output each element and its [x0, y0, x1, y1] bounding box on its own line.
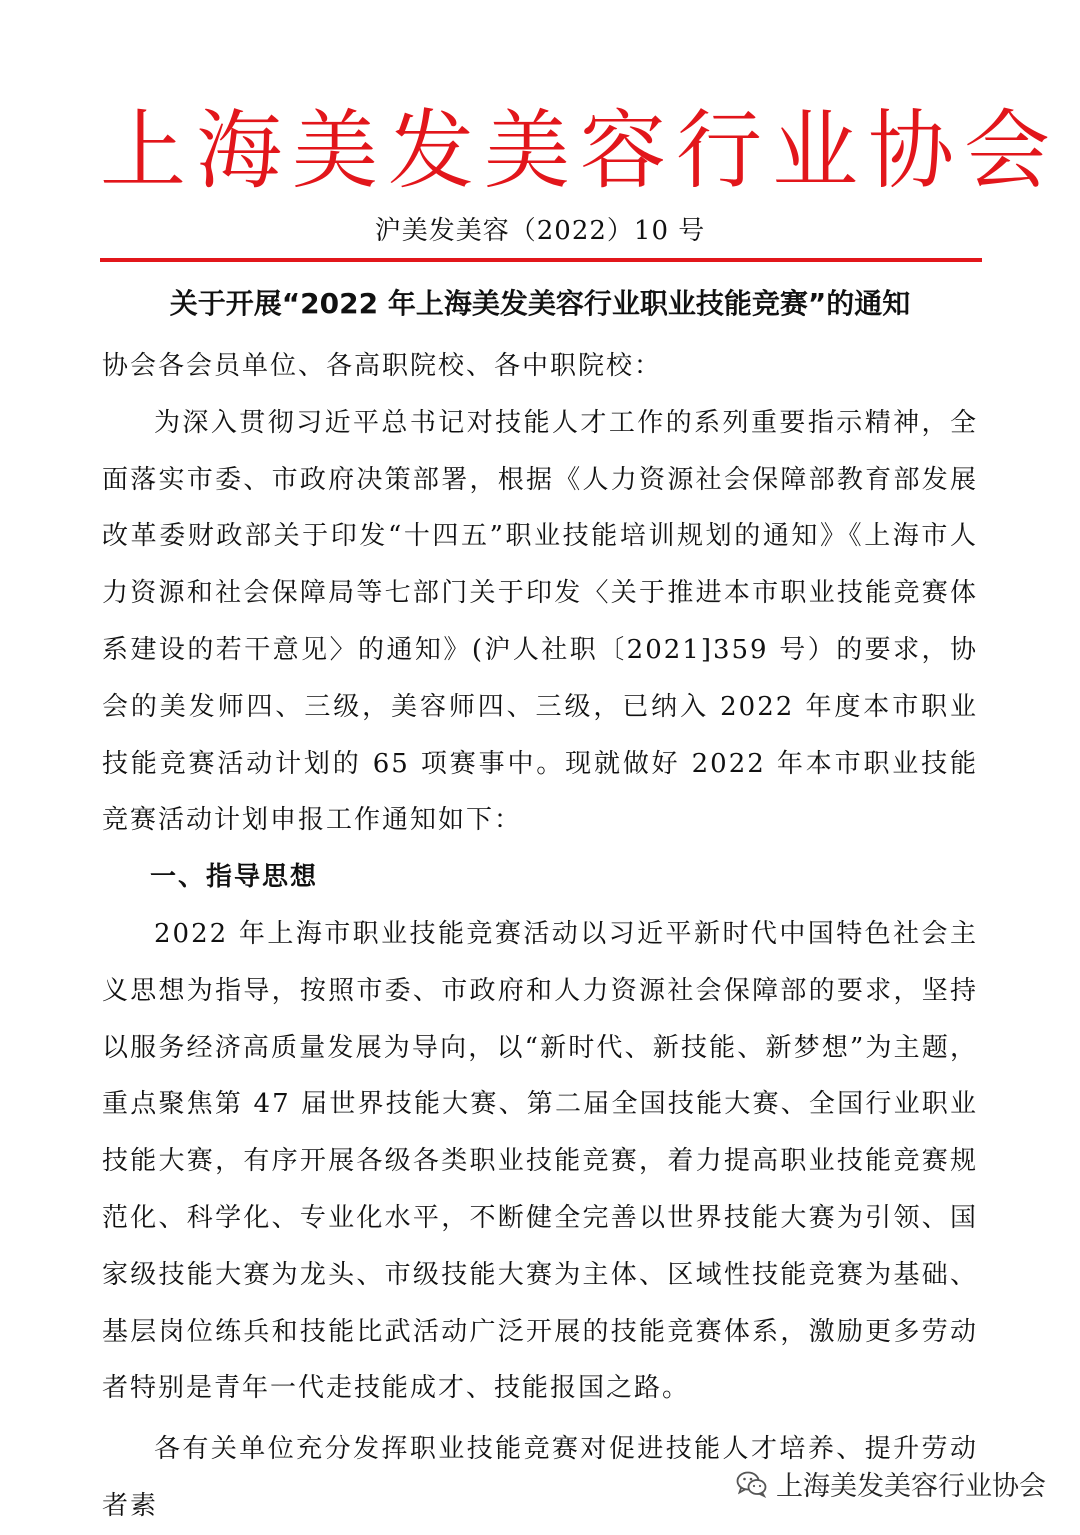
wechat-source-footer	[736, 1464, 1046, 1503]
header-divider	[100, 258, 982, 262]
wechat-icon	[736, 1470, 768, 1498]
doc-number: 沪美发美容（2022）10 号	[374, 216, 706, 246]
section-heading-guiding-thought: 一、指导思想	[150, 862, 319, 893]
notice-body	[102, 338, 978, 1535]
org-title: 上海美发美容行业协会	[100, 101, 1060, 201]
paragraph-continued: 各有关单位充分发挥职业技能竞赛对促进技能人才培养、提升劳动者素	[102, 1434, 978, 1521]
paragraph-intro: 为深入贯彻习近平总书记对技能人才工作的系列重要指示精神，全面落实市委、市政府决策部署，根据《人力资源社会保障部教育部发展改革委财政部关于印发“十四五”职业技能培训规划的通知》《上海市人力资源和社会保障局等七部门关于印发〈关于推进本市职业技能竞赛体系建设的若干意见〉的通知》(沪人社职〔2021]359 号）的要求，协会的美发师四、三级，美容师四、三级，已纳入 2022 年度本市职业技能竞赛活动计划的 65 项赛事中。现就做好 2022 年本市职业技能竞赛活动计划申报工作通知如下：	[102, 407, 978, 836]
salutation: 协会各会员单位、各高职院校、各中职院校：	[102, 351, 663, 381]
wechat-account-name: 上海美发美容行业协会	[776, 1471, 1046, 1502]
notice-title: 关于开展“2022 年上海美发美容行业职业技能竞赛”的通知	[169, 287, 911, 320]
paragraph-guiding-thought: 2022 年上海市职业技能竞赛活动以习近平新时代中国特色社会主义思想为指导，按照市委、市政府和人力资源社会保障部的要求，坚持以服务经济高质量发展为导向，以“新时代、新技能、新梦想”为主题，重点聚焦第 47 届世界技能大赛、第二届全国技能大赛、全国行业职业技能大赛，有序开展各级各类职业技能竞赛，着力提高职业技能竞赛规范化、科学化、专业化水平，不断健全完善以世界技能大赛为引领、国家级技能大赛为龙头、市级技能大赛为主体、区域性技能竞赛为基础、基层岗位练兵和技能比武活动广泛开展的技能竞赛体系，激励更多劳动者特别是青年一代走技能成才、技能报国之路。	[102, 918, 978, 1404]
